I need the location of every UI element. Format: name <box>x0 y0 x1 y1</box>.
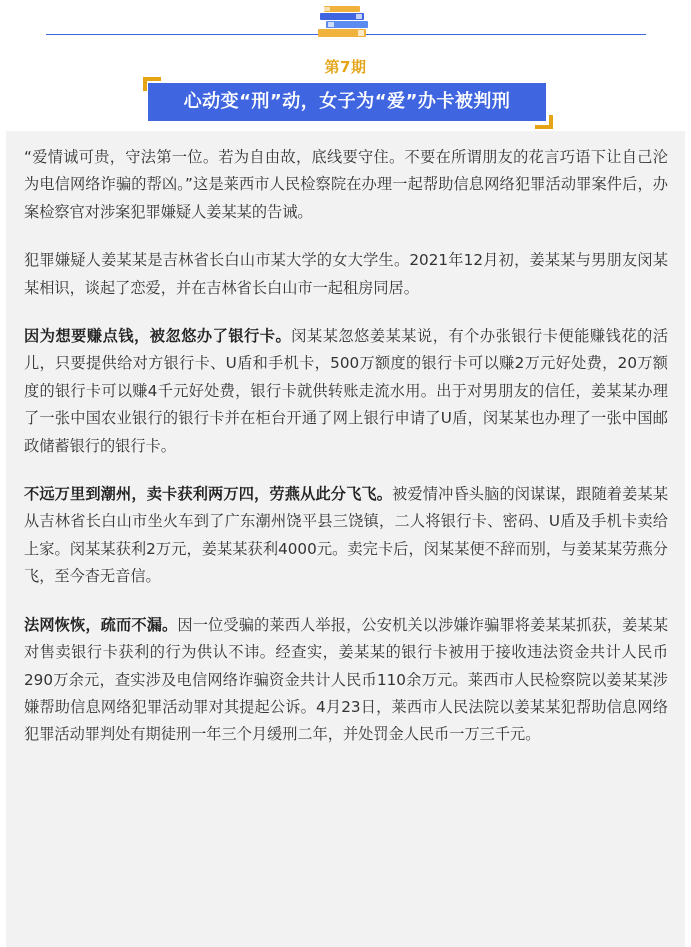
paragraph-3-lead: 因为想要赚点钱，被忽悠办了银行卡。 <box>24 327 292 346</box>
books-icon <box>316 4 374 40</box>
paragraph-1: “爱情诚可贵，守法第一位。若为自由故，底线要守住。不要在所谓朋友的花言巧语下让自己沦为电信网络诈骗的帮凶。”这是莱西市人民检察院在办理一起帮助信息网络犯罪活动罪案件后，办案检察官对涉案犯罪嫌疑人姜某某的告诫。 <box>24 148 668 221</box>
paragraph-5-lead: 法网恢恢，疏而不漏。 <box>24 615 178 634</box>
paragraph-5 <box>24 612 668 749</box>
paragraph-4-body: 被爱情冲昏头脑的闵谋谋，跟随着姜某某从吉林省长白山市坐火车到了广东潮州饶平县三饶镇，二人将银行卡、密码、U盾及手机卡卖给上家。闵某某获利2万元，姜某某获利4000元。卖完卡后，闵某某便不辞而别，与姜某某劳燕分飞，至今杳无音信。 <box>24 485 669 586</box>
issue-number: 第7期 <box>324 58 367 76</box>
paragraph-2: 犯罪嫌疑人姜某某是吉林省长白山市某大学的女大学生。2021年12月初，姜某某与男朋友闵某某相识，谈起了恋爱，并在吉林省长白山市一起租房同居。 <box>24 251 668 297</box>
paragraph-4 <box>24 481 668 591</box>
article-title: 心动变“刑”动，女子为“爱”办卡被判刑 <box>148 83 546 121</box>
paragraph-4-lead: 不远万里到潮州，卖卡获利两万四，劳燕从此分飞飞。 <box>24 485 393 504</box>
paragraph-3-body: 闵某某忽悠姜某某说，有个办张银行卡便能赚钱花的活儿，只要提供给对方银行卡、U盾和手机卡，500万额度的银行卡可以赚2万元好处费，20万额度的银行卡可以赚4千元好处费，银行卡就供转账走流水用。出于对男朋友的信任，姜某某办理了一张中国农业银行的银行卡并在柜台开通了网上银行申请了U盾，闵某某也办理了一张中国邮政储蓄银行的银行卡。 <box>24 327 669 455</box>
paragraph-3 <box>24 323 668 460</box>
title-frame <box>143 77 553 129</box>
article-body <box>24 144 668 770</box>
paragraph-5-body: 因一位受骗的莱西人举报，公安机关以涉嫌诈骗罪将姜某某抓获，姜某某对售卖银行卡获利的行为供认不讳。经查实，姜某某的银行卡被用于接收违法资金共计人民币290万余元，查实涉及电信网络诈骗资金共计人民币110余万元。莱西市人民检察院以姜某某涉嫌帮助信息网络犯罪活动罪对其提起公诉。4月23日，莱西市人民法院以姜某某犯帮助信息网络犯罪活动罪判处有期徒刑一年三个月缓刑二年，并处罚金人民币一万三千元。 <box>24 615 669 744</box>
